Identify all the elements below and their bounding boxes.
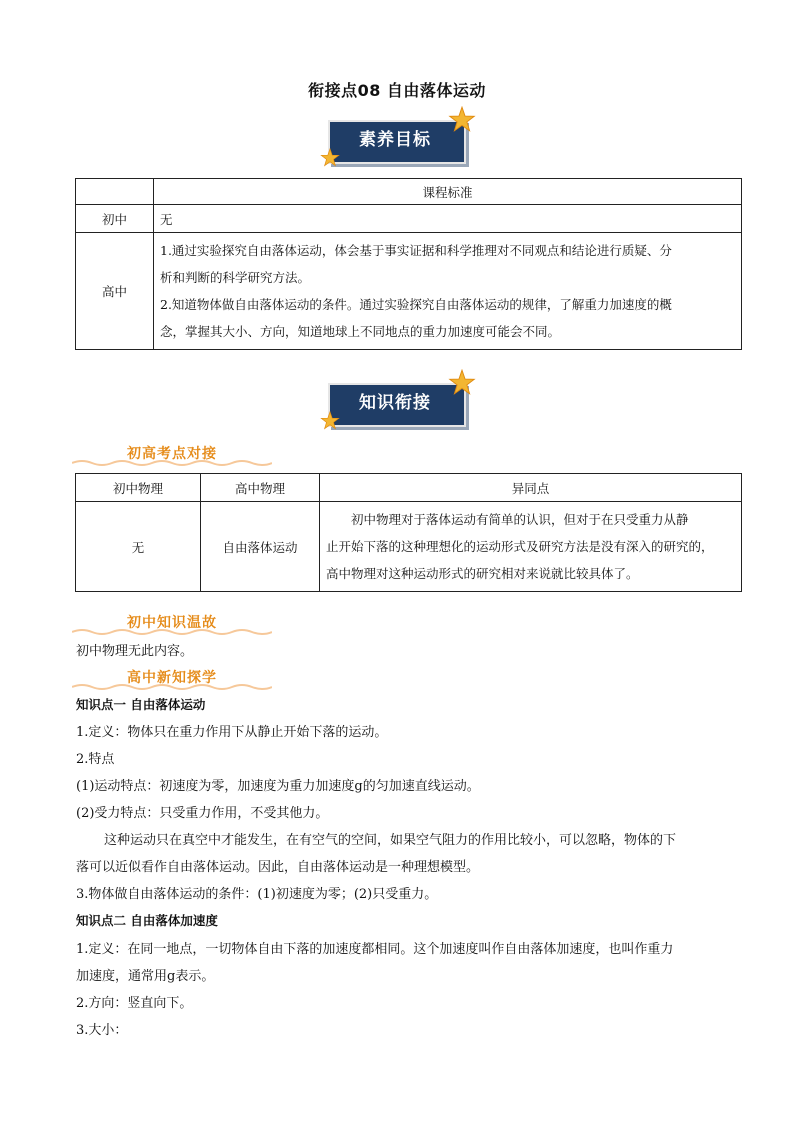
table-header: 课程标准 xyxy=(154,179,742,205)
section-tag-label: 初中知识温故 xyxy=(127,615,217,631)
row-label: 高中 xyxy=(76,233,154,350)
text-line: 析和判断的科学研究方法。 xyxy=(160,270,311,285)
section-tag-label: 初高考点对接 xyxy=(127,446,217,462)
section-tag xyxy=(72,441,272,465)
sparkle-underline-icon xyxy=(72,683,272,691)
body-text: 1.定义：物体只在重力作用下从静止开始下落的运动。 xyxy=(76,725,388,740)
table-row xyxy=(76,474,742,502)
star-icon xyxy=(320,411,340,431)
star-icon xyxy=(448,369,476,397)
section-tag xyxy=(72,610,272,634)
star-icon xyxy=(448,106,476,134)
curriculum-standard-table xyxy=(75,178,742,350)
body-text: 2.方向：竖直向下。 xyxy=(76,996,193,1011)
table-cell: 无 xyxy=(76,502,201,592)
table-cell xyxy=(154,233,742,350)
banner-label: 知识衔接 xyxy=(359,393,431,413)
text-line: 念，掌握其大小、方向，知道地球上不同地点的重力加速度可能会不同。 xyxy=(160,324,561,339)
table-cell: 自由落体运动 xyxy=(201,502,320,592)
comparison-table xyxy=(75,473,742,592)
text-line: 止开始下落的这种理想化的运动形式及研究方法是没有深入的研究的， xyxy=(326,539,714,554)
row-label: 初中 xyxy=(76,205,154,233)
banner-label: 素养目标 xyxy=(359,130,431,150)
sparkle-underline-icon xyxy=(72,459,272,467)
table-row xyxy=(76,205,742,233)
body-text: 落可以近似看作自由落体运动。因此，自由落体运动是一种理想模型。 xyxy=(76,860,480,875)
column-header: 高中物理 xyxy=(201,474,320,502)
table-cell xyxy=(76,179,154,205)
text-line: 2.知道物体做自由落体运动的条件。通过实验探究自由落体运动的规律，了解重力加速度的概 xyxy=(160,297,672,312)
table-row xyxy=(76,502,742,592)
body-text: 1.定义：在同一地点，一切物体自由下落的加速度都相同。这个加速度叫作自由落体加速度，也叫作重力 xyxy=(76,942,674,957)
body-text: (2)受力特点：只受重力作用，不受其他力。 xyxy=(76,806,329,821)
text-line: 高中物理对这种运动形式的研究相对来说就比较具体了。 xyxy=(326,566,639,581)
section-banner-literacy-goals xyxy=(322,112,472,168)
body-text: 3.物体做自由落体运动的条件：(1)初速度为零；(2)只受重力。 xyxy=(76,887,438,902)
sparkle-underline-icon xyxy=(72,628,272,636)
body-text: 加速度，通常用g表示。 xyxy=(76,969,215,984)
table-cell xyxy=(320,502,742,592)
table-cell: 无 xyxy=(154,205,742,233)
table-row xyxy=(76,233,742,350)
section-banner-knowledge-link xyxy=(322,375,472,431)
section-tag-label: 高中新知探学 xyxy=(127,670,217,686)
knowledge-point-heading: 知识点二 自由落体加速度 xyxy=(76,913,218,928)
column-header: 初中物理 xyxy=(76,474,201,502)
column-header: 异同点 xyxy=(320,474,742,502)
body-text: (1)运动特点：初速度为零，加速度为重力加速度g的匀加速直线运动。 xyxy=(76,779,480,794)
text-line: 1.通过实验探究自由落体运动，体会基于事实证据和科学推理对不同观点和结论进行质疑、分 xyxy=(160,243,672,258)
text-line: 初中物理对于落体运动有简单的认识，但对于在只受重力从静 xyxy=(351,512,689,527)
knowledge-point-heading: 知识点一 自由落体运动 xyxy=(76,697,206,712)
body-text: 这种运动只在真空中才能发生，在有空气的空间，如果空气阻力的作用比较小，可以忽略，物体的下 xyxy=(104,833,677,848)
body-text: 初中物理无此内容。 xyxy=(76,644,194,659)
page-title: 衔接点08 自由落体运动 xyxy=(308,81,486,100)
table-row xyxy=(76,179,742,205)
body-text: 3.大小： xyxy=(76,1023,128,1038)
section-tag xyxy=(72,665,272,689)
star-icon xyxy=(320,148,340,168)
body-text: 2.特点 xyxy=(76,752,115,767)
